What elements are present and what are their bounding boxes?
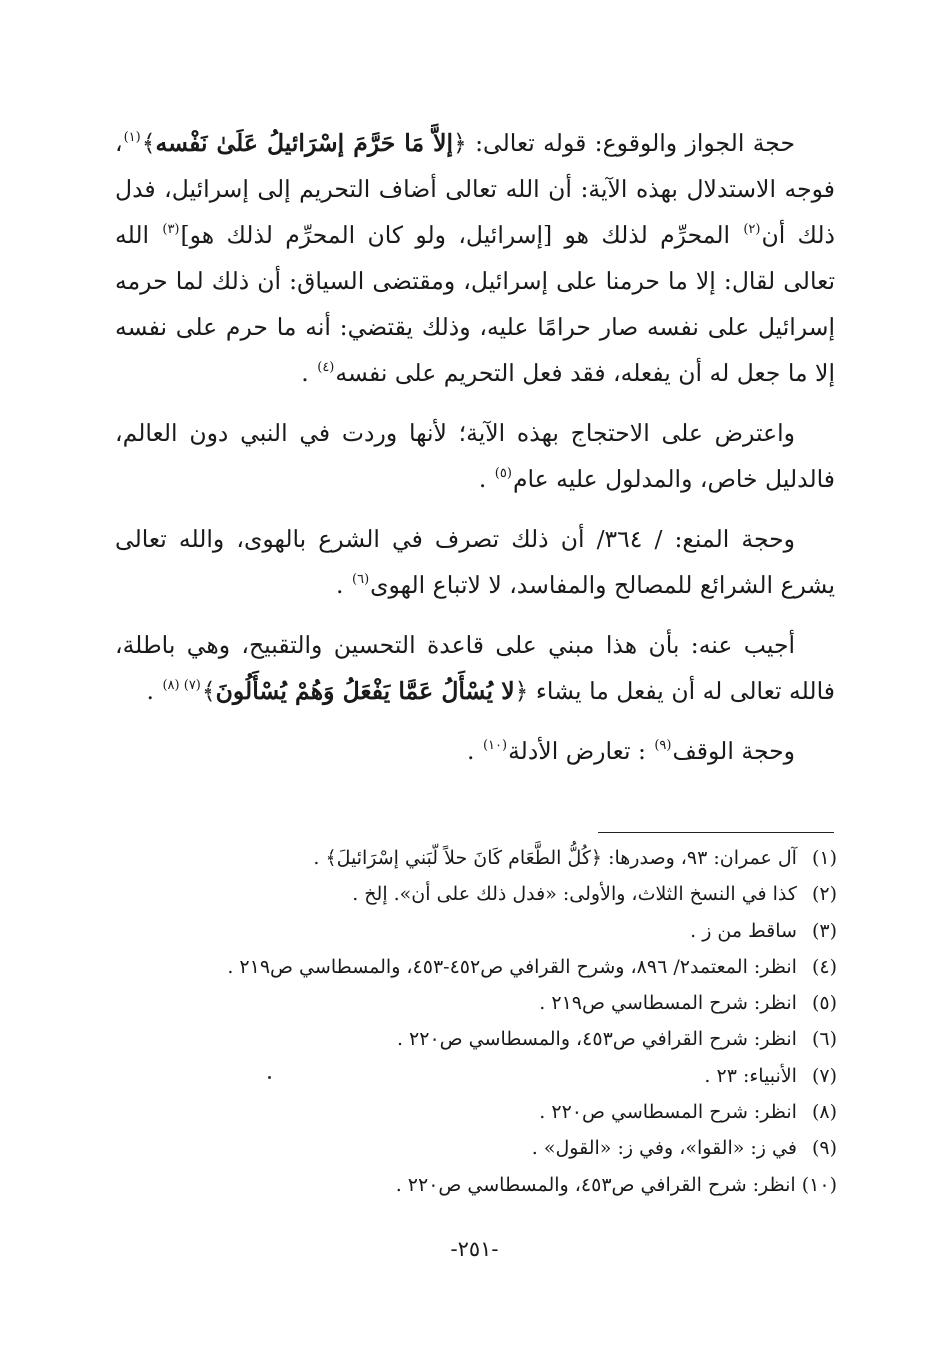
text-span: ، فوجه الاستدلال بهذه الآية: أن الله تعالى أضاف التحريم إلى إسرائيل، فدل ذلك أن bbox=[115, 129, 835, 249]
footnote-item bbox=[100, 1021, 837, 1057]
text-span: ﴾ bbox=[141, 129, 156, 157]
quran-quote: لا يُسْأَلُ عَمَّا يَفْعَلُ وَهُمْ يُسْأَلُونَ bbox=[215, 677, 515, 705]
footnote-text: آل عمران: ٩٣، وصدرها: ﴿كُلُّ الطَّعَام كَانَ حلاً لّبَني إسْرَائيلَ﴾ . bbox=[313, 847, 797, 869]
text-span: . bbox=[478, 465, 494, 493]
text-span: وحجة المنع: / ٣٦٤/ أن ذلك تصرف في الشرع بالهوى، والله تعالى يشرع الشرائع للمصالح والمفاسد، لا لاتباع الهوى bbox=[115, 525, 835, 599]
footnote-text: ساقط من ز . bbox=[690, 919, 797, 942]
quran-quote: إلاَّ مَا حَرَّمَ إسْرَائيلُ عَلَىٰ نَفْسه bbox=[155, 129, 454, 157]
footnote-item bbox=[100, 876, 837, 912]
text-span: . bbox=[146, 677, 162, 705]
footnote-separator bbox=[598, 832, 834, 833]
footnote-ref: (٥) bbox=[494, 466, 512, 481]
footnote-number: (٣) bbox=[811, 919, 837, 942]
footnote-text: انظر: شرح القرافي ص٤٥٣، والمسطاسي ص٢٢٠ . bbox=[396, 1028, 797, 1051]
footnote-number: (٤) bbox=[811, 955, 837, 978]
footnote-number: (٧) bbox=[811, 1064, 837, 1087]
footnote-ref: (٩) bbox=[654, 738, 672, 753]
text-span: ﴾ bbox=[201, 677, 216, 705]
footnote-text: انظر: شرح المسطاسي ص٢١٩ . bbox=[539, 992, 797, 1015]
main-text bbox=[115, 120, 835, 788]
footnote-text: الأنبياء: ٢٣ . bbox=[704, 1064, 797, 1087]
text-span: حجة الجواز والوقوع: قوله تعالى: ﴿ bbox=[453, 129, 796, 157]
footnote-number: (١٠) bbox=[801, 1173, 837, 1196]
text-span: أجيب عنه: بأن هذا مبني على قاعدة التحسين والتقبيح، وهي باطلة، فالله تعالى له أن يفعل ما يشاء ﴿ bbox=[115, 631, 835, 705]
footnote-item bbox=[100, 1167, 837, 1203]
footnote-number: (١) bbox=[811, 847, 837, 869]
footnote-item bbox=[100, 1094, 837, 1130]
footnote-ref: (٤) bbox=[317, 360, 335, 375]
footnotes bbox=[100, 840, 837, 1203]
footnote-item bbox=[100, 1130, 837, 1166]
footnote-text: انظر: شرح المسطاسي ص٢٢٠ . bbox=[539, 1101, 797, 1124]
text-span: المحرِّم لذلك هو [إسرائيل، ولو كان المحرِّم لذلك هو] bbox=[180, 221, 743, 249]
footnote-ref: (٦) bbox=[352, 572, 370, 587]
text-span: . bbox=[336, 571, 351, 599]
text-span: . bbox=[466, 737, 482, 765]
footnote-item bbox=[100, 949, 837, 985]
footnote-item bbox=[100, 1058, 837, 1094]
footnote-number: (٢) bbox=[811, 883, 837, 906]
paragraph-3 bbox=[115, 516, 835, 608]
footnote-text: انظر: شرح القرافي ص٤٥٣، والمسطاسي ص٢٢٠ . bbox=[395, 1173, 796, 1196]
paragraph-1 bbox=[115, 120, 835, 396]
footnote-item bbox=[100, 840, 837, 876]
text-span: : تعارض الأدلة bbox=[508, 737, 654, 765]
text-span: الله تعالى لقال: إلا ما حرمنا على إسرائيل، ومقتضى السياق: أن ذلك لما حرمه إسرائيل على نفسه صار حرامًا عليه، وذلك يقتضي: أنه ما حرم على نفسه إلا ما جعل له أن يفعله، فقد فعل التحريم على نفسه bbox=[115, 221, 835, 387]
footnote-number: (٦) bbox=[811, 1028, 837, 1051]
footnote-text: انظر: المعتمد٢/ ٨٩٦، وشرح القرافي ص٤٥٢-٤٥٣، والمسطاسي ص٢١٩ . bbox=[227, 955, 797, 978]
footnote-ref: (١٠) bbox=[482, 738, 508, 753]
paragraph-4 bbox=[115, 622, 835, 714]
paragraph-2 bbox=[115, 410, 835, 502]
text-span: واعترض على الاحتجاج بهذه الآية؛ لأنها وردت في النبي دون العالم، فالدليل خاص، والمدلول عليه عام bbox=[115, 419, 835, 493]
page-number: -٢٥١- bbox=[450, 1237, 499, 1261]
footnote-ref: (١) bbox=[123, 130, 141, 145]
text-span: وحجة الوقف bbox=[672, 737, 795, 765]
footnote-number: (٩) bbox=[811, 1137, 837, 1160]
footnote-item bbox=[100, 985, 837, 1021]
footnote-number: (٨) bbox=[811, 1101, 837, 1124]
ink-speck bbox=[268, 1076, 271, 1079]
footnote-ref: (٢) bbox=[743, 222, 761, 237]
paragraph-5 bbox=[115, 728, 835, 774]
footnote-text: في ز: «القوا»، وفي ز: «القول» . bbox=[531, 1137, 797, 1160]
footnote-item bbox=[100, 913, 837, 949]
footnote-number: (٥) bbox=[811, 992, 837, 1015]
footnote-text: كذا في النسخ الثلاث، والأولى: «فدل ذلك على أن». إلخ . bbox=[352, 883, 797, 906]
text-span: . bbox=[301, 359, 317, 387]
footnote-ref: (٣) bbox=[162, 222, 180, 237]
footnote-ref: (٧) (٨) bbox=[162, 678, 201, 693]
